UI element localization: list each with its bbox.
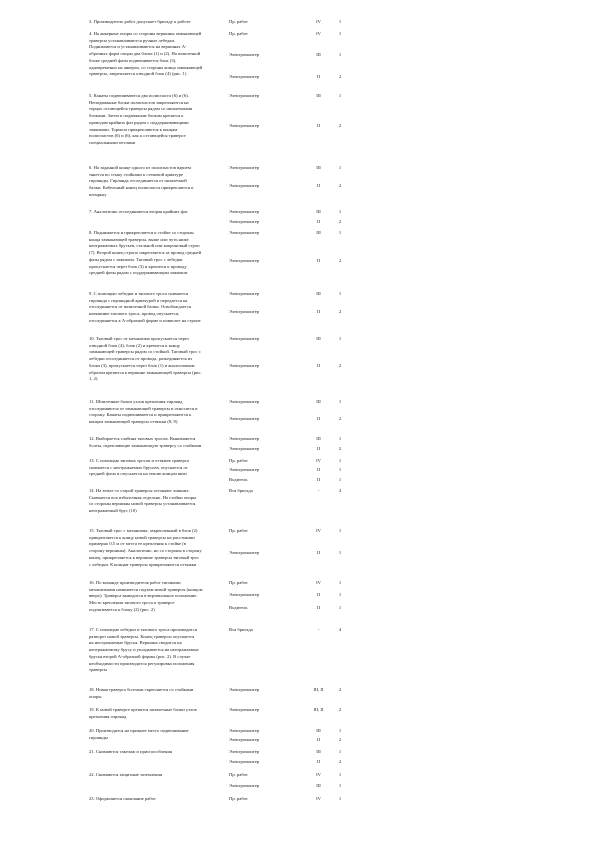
category-cell: - (317, 627, 320, 632)
category-cell: II (316, 477, 321, 482)
step-text-line: неотражаемому брусу и укладывается на неотражаемые (89, 647, 199, 653)
step-text-line: снимается с неотражаемых брусьев, опускается от (89, 464, 188, 470)
step-text-line: на неотражаемые брусья. Вершина сводится на (89, 640, 182, 646)
step-text-line: 23. Оформляется окончание работ (89, 796, 156, 801)
step-text-line: 12. Выбирается слабина тяговых тросов. Вынимаются (89, 436, 196, 441)
step-text-line: 1, 2) (89, 376, 98, 382)
category-cell: III, II (313, 687, 324, 692)
step-text-line: 14. На земле со старой траверсы отгоняют лишних. (89, 488, 190, 493)
step-text-line: подтягивается к блоку (2) (рис. 2) (89, 606, 155, 612)
step-text-line: (7). Второй конец стропа закрепляется за провод средней (89, 250, 202, 256)
category-cell: III (316, 783, 321, 788)
category-cell: III (316, 165, 321, 170)
category-cell: III (316, 230, 321, 235)
category-cell: III (316, 749, 321, 754)
category-cell: II (316, 74, 321, 79)
step-text-line: болты, скрепляющие замыкающую траверсу со стойками (89, 442, 202, 448)
executor-cell: Электромонтер (229, 183, 260, 188)
category-cell: III (316, 291, 321, 296)
step-text (89, 93, 227, 147)
step-text (89, 627, 227, 674)
count-cell: 2 (338, 309, 342, 314)
step-text (89, 165, 227, 199)
category-cell: II (316, 258, 321, 263)
category-cell: II (316, 759, 321, 764)
step-text-line: торцах остающейся траверсы рядом со шпилечными (89, 106, 193, 112)
category-cell: II (316, 446, 321, 451)
step-text-line: образом крепится к вершине замыкающей траверсы (рис. (89, 369, 202, 375)
step-text-line: конец, прикрепляется к вершине траверсы тяговый трос (89, 554, 200, 560)
executor-cell: Электромонтер (229, 230, 260, 235)
step-text-line: 9. С помощью лебедки и тягового троса снимается (89, 291, 189, 296)
count-cell: 1 (338, 436, 342, 441)
step-text (89, 399, 227, 426)
executor-cell: Пр. работ (229, 580, 248, 585)
executor-cell: Электромонтер (229, 592, 260, 597)
step-text-line: опоры (89, 693, 102, 699)
count-cell: 1 (338, 783, 342, 788)
category-cell: IV (316, 458, 321, 463)
step-text-line: вверх). Траверса выводится в вертикальное положение. (89, 593, 198, 599)
step-text-line: 16. По команде производителя работ тяговыми (89, 580, 181, 585)
category-cell: II (316, 363, 321, 368)
category-cell: IV (316, 19, 321, 24)
category-cell: III (316, 209, 321, 214)
step-text-line: траверсы (89, 667, 108, 673)
step-text-line: полиспастов (6) и (6), как к остающейся траверсе (89, 133, 186, 139)
step-text (89, 707, 227, 720)
count-cell: 1 (338, 165, 342, 170)
step-text-line: концам замыкающей траверсы оттяжки (8, 9) (89, 419, 178, 425)
count-cell: 1 (338, 336, 342, 341)
count-cell: 2 (338, 74, 342, 79)
category-cell: IV (316, 31, 321, 36)
step-text-line: 3. Производитель работ допускает бригаду к работе (89, 19, 191, 24)
step-text-line: с лебедки. К концам траверсы прикрепляются оттяжки (89, 561, 197, 567)
executor-cell: Электромонтер (229, 258, 260, 263)
step-text-line: 10. Тяговый трос от механизма пропускается через (89, 336, 189, 341)
count-cell: 2 (338, 707, 342, 712)
count-cell: 1 (338, 477, 342, 482)
step-text (89, 488, 227, 515)
step-text-line: 22. Снимаются защитные заземления (89, 772, 163, 777)
step-text-line: средней фазы рядом с поддерживающим зажимом (89, 270, 188, 276)
count-cell: 1 (338, 749, 342, 754)
step-text (89, 291, 227, 325)
count-cell: 1 (338, 93, 342, 98)
step-text-line: зажимами. Тормоза прикрепляются к концам (89, 126, 178, 132)
executor-cell: Электромонтер (229, 467, 260, 472)
step-text (89, 580, 227, 614)
category-cell: II (316, 605, 321, 610)
category-cell: II (316, 467, 321, 472)
step-text-line: отсоединяется к А-образной форме и повисает на стропе (89, 317, 201, 323)
step-text (89, 728, 227, 741)
count-cell: 2 (338, 123, 342, 128)
executor-cell: Электромонтер (229, 52, 260, 57)
step-text (89, 772, 227, 779)
category-cell: II (316, 737, 321, 742)
count-cell: 2 (338, 446, 342, 451)
executor-cell: Электромонтер (229, 209, 260, 214)
step-text-line: траверсы, закрепляется отводной блок (4) (рис. 1) (89, 71, 187, 77)
step-text-line: замыкающей траверсы рядом со стойкой. Тяговый трос с (89, 349, 201, 355)
step-text (89, 230, 227, 277)
step-text-line: средней фазы и опускается на землю концом вниз (89, 471, 187, 477)
category-cell: II (316, 592, 321, 597)
step-text-line: отсоединяются от замыкающей траверсы и относятся в (89, 405, 198, 411)
step-text-line: прикрепляется к концу новой траверсы на расстоянии (89, 534, 195, 540)
executor-cell: Электромонтер (229, 123, 260, 128)
executor-cell: Электромонтер (229, 783, 260, 788)
category-cell: III (316, 399, 321, 404)
step-text-line: 11. Шпилечные балки узлов крепления гирлянд (89, 399, 183, 404)
step-text (89, 19, 227, 26)
step-text-line: специальными петлями (89, 139, 136, 145)
count-cell: 1 (338, 772, 342, 777)
step-text-line: разворот новой траверсы. Конец траверсы опускается (89, 633, 195, 639)
count-cell: 1 (338, 291, 342, 296)
step-text-line: Место крепления тягового троса к траверсе (89, 600, 175, 606)
executor-cell: Электромонтер (229, 416, 260, 421)
step-text-line: 15. Тяговый трос с механизма, закрепленный в блок (2) (89, 528, 198, 533)
step-text-line: Поднимаются и устанавливаются на вершинах А- (89, 44, 187, 50)
category-cell: III (316, 52, 321, 57)
step-text-line: со стороны вершины новой траверсы устанавливается (89, 501, 196, 507)
category-cell: II (316, 309, 321, 314)
step-text-line: гирлянды (89, 734, 108, 740)
executor-cell: Пр. работ (229, 772, 248, 777)
step-text-line: тянется по стыку стойками к стеновой арматуре (89, 171, 183, 177)
step-text-line: брусья второй А-образной формы (рис. 2). В случае (89, 653, 191, 659)
category-cell: II (316, 550, 321, 555)
count-cell: 2 (338, 416, 342, 421)
category-cell: IV (316, 580, 321, 585)
count-cell: 1 (338, 31, 342, 36)
step-text-line: примерно 0,5 м от места ее крепления к стойке (в (89, 541, 186, 547)
step-text-line: одновременно на анкерах, со стороны конца замыкающей (89, 64, 203, 70)
count-cell: 2 (338, 687, 342, 692)
count-cell: 1 (338, 728, 342, 733)
executor-cell: Пр. работ (229, 19, 248, 24)
step-text-line: траверсы устанавливаются ручные лебедки. (89, 37, 176, 43)
count-cell: 1 (338, 467, 342, 472)
category-cell: II (316, 416, 321, 421)
count-cell: 4 (338, 627, 342, 632)
executor-cell: Пр. работ (229, 528, 248, 533)
step-text (89, 31, 227, 78)
step-text-line: гирлянды. Гирлянда отсоединяется от шпилечной (89, 178, 187, 184)
category-cell: III (316, 728, 321, 733)
executor-cell: Электромонтер (229, 336, 260, 341)
count-cell: 1 (338, 550, 342, 555)
executor-cell: Электромонтер (229, 436, 260, 441)
count-cell: 1 (338, 592, 342, 597)
step-text-line: проводам крайних фаз рядом с поддерживающими (89, 119, 189, 125)
step-text-line: неотражаемых брусьев, стальной или капроновый строп (89, 243, 200, 249)
count-cell: 1 (338, 19, 342, 24)
executor-cell: Электромонтер (229, 728, 260, 733)
count-cell: 1 (338, 796, 342, 801)
executor-cell: Электромонтер (229, 550, 260, 555)
step-text-line: 7. Аналогично отсоединяются вторая крайних фаз (89, 209, 188, 214)
step-text-line: необходимости производится регулировка положения (89, 660, 195, 666)
step-text-line: крепления гирлянд (89, 713, 127, 719)
count-cell: 1 (338, 528, 342, 533)
step-text (89, 209, 227, 216)
category-cell: IV (316, 772, 321, 777)
step-text-line: 4. На анкерные опоры со стороны вершины замыкающей (89, 31, 202, 36)
count-cell: 2 (338, 737, 342, 742)
step-text-line: фазы рядом с зажимом. Тяговый трос с лебедки (89, 256, 183, 262)
count-cell: 2 (338, 183, 342, 188)
step-text-line: 13. С помощью тяговых тросов и оттяжек траверса (89, 458, 189, 463)
executor-cell: Электромонтер (229, 165, 260, 170)
step-text-line: 6. На заданной конце одного из полиспастов вдвоем (89, 165, 191, 170)
step-text-line: Снимается вся избыточная отдельно. На стойки опоры (89, 494, 197, 500)
step-text (89, 796, 227, 803)
step-text-line: штырьку (89, 191, 107, 197)
step-text (89, 336, 227, 383)
step-text-line: лебедки отсоединяется от провода, разъединяется из (89, 356, 193, 362)
step-text-line: сторону. Канаты подвешиваются и прикрепляются к (89, 412, 192, 418)
executor-cell: Электромонтер (229, 399, 260, 404)
step-text-line: 8. Поднимается и прикрепляется к стойке со стороны (89, 230, 194, 235)
step-text (89, 528, 227, 568)
count-cell: 2 (338, 258, 342, 263)
count-cell: 1 (338, 458, 342, 463)
count-cell: 1 (338, 52, 342, 57)
count-cell: 1 (338, 580, 342, 585)
executor-cell: Электромонтер (229, 309, 260, 314)
category-cell: III (316, 436, 321, 441)
executor-cell: Водитель (229, 605, 248, 610)
step-text-line: блока (3), пропускается через блок (1) и аналогичным (89, 362, 195, 368)
count-cell: 2 (338, 759, 342, 764)
step-text-line: отводной блок (4), блок (2) и крепится к концу (89, 342, 181, 348)
step-text-line: блоке средней фазы подвешивается блок (3), (89, 57, 177, 63)
executor-cell: Водитель (229, 477, 248, 482)
step-text-line: образных форм опоры два блока (1) и (2). На шпилечной (89, 51, 201, 57)
step-text-line: 19. К новой траверсе крепятся шпилечные балки узлов (89, 707, 197, 712)
category-cell: - (317, 488, 320, 493)
count-cell: 1 (338, 209, 342, 214)
category-cell: IV (316, 528, 321, 533)
step-text (89, 749, 227, 756)
executor-cell: Электромонтер (229, 737, 260, 742)
executor-cell: Пр. работ (229, 796, 248, 801)
step-text-line: отсоединяется от шпилечной балки. Освобождается (89, 304, 191, 310)
category-cell: III (316, 93, 321, 98)
executor-cell: Электромонтер (229, 74, 260, 79)
category-cell: III (316, 336, 321, 341)
step-text-line: балки. Кабельный конец полиспаста прикрепляется к (89, 185, 194, 191)
executor-cell: Электромонтер (229, 291, 260, 296)
category-cell: II (316, 219, 321, 224)
step-text-line: натяжение тягового троса, провод опускается, (89, 311, 180, 317)
step-text (89, 458, 227, 478)
step-text-line: пропускается через блок (3) и крепится к проводу (89, 263, 187, 269)
category-cell: IV (316, 796, 321, 801)
executor-cell: Электромонтер (229, 707, 260, 712)
category-cell: II (316, 123, 321, 128)
count-cell: 2 (338, 363, 342, 368)
step-text-line: механизмами начинается подъем новой траверсы (концом (89, 586, 203, 592)
step-text-line: неотражаемый брус (10) (89, 508, 137, 514)
category-cell: III, II (313, 707, 324, 712)
step-text-line: 21. Снимаются такелаж и приспособления (89, 749, 173, 754)
executor-cell: Электромонтер (229, 749, 260, 754)
executor-cell: Электромонтер (229, 93, 260, 98)
step-text (89, 436, 227, 449)
executor-cell: Вся бригада (229, 627, 253, 632)
step-text-line: 17. С помощью лебедки и тягового троса производится (89, 627, 198, 632)
step-text (89, 687, 227, 700)
executor-cell: Электромонтер (229, 219, 260, 224)
executor-cell: Электромонтер (229, 687, 260, 692)
executor-cell: Электромонтер (229, 363, 260, 368)
step-text-line: конца замыкающей траверсы, выше или чуть ниже (89, 236, 189, 242)
step-text-line: 5. Канаты подвешиваются два полиспаста (6) и (6). (89, 93, 189, 98)
category-cell: II (316, 183, 321, 188)
count-cell: 1 (338, 230, 342, 235)
step-text-line: 18. Новая траверса болтами скрепляется со стойками (89, 687, 194, 692)
executor-cell: Вся бригада (229, 488, 253, 493)
step-text-line: 20. Производится на прежнее место подвешивание (89, 728, 189, 733)
count-cell: 2 (338, 219, 342, 224)
count-cell: 1 (338, 399, 342, 404)
executor-cell: Электромонтер (229, 446, 260, 451)
executor-cell: Электромонтер (229, 759, 260, 764)
executor-cell: Пр. работ (229, 31, 248, 36)
count-cell: 4 (338, 488, 342, 493)
executor-cell: Пр. работ (229, 458, 248, 463)
count-cell: 1 (338, 605, 342, 610)
step-text-line: блоками. Затем к подвижным блокам крепятся к (89, 113, 184, 119)
step-text-line: Неподвижные блоки полиспастов закрепляются на (89, 99, 189, 105)
step-text-line: сторону вершины). Аналогично, но со стороны в сторону (89, 548, 202, 554)
step-text-line: гирлянда с гирляндной арматурой и передается на (89, 297, 188, 303)
